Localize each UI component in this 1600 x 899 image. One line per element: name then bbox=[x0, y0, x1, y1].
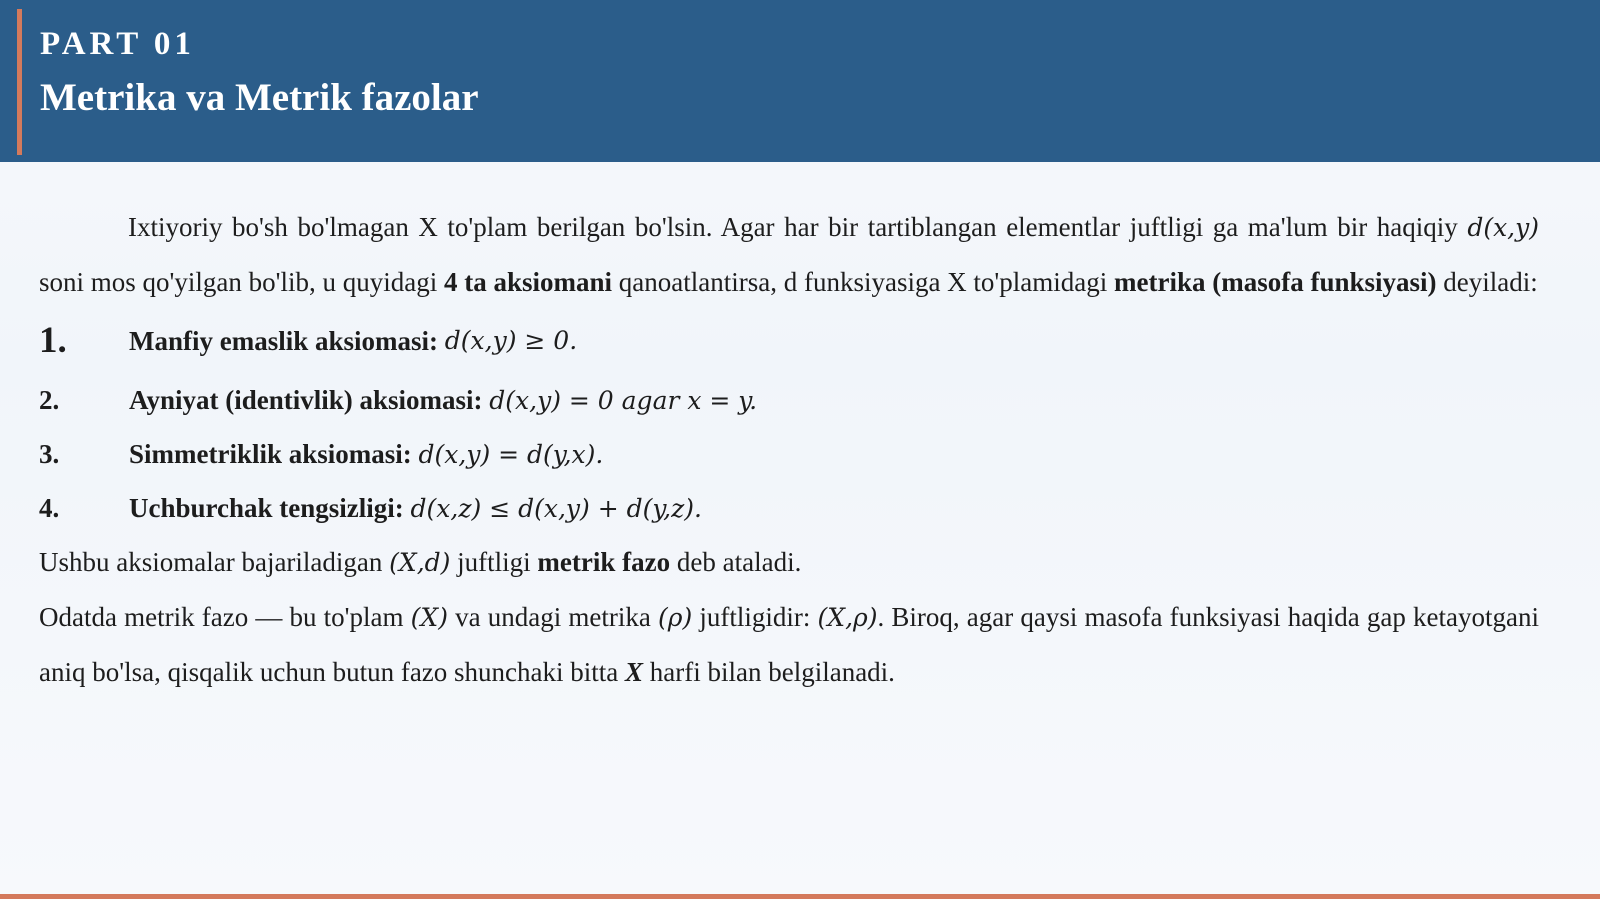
intro-text-3: qanoatlantirsa, d funksiyasiga X to'plamidagi bbox=[612, 267, 1115, 297]
intro-text-4: deyiladi: bbox=[1436, 267, 1538, 297]
slide-content bbox=[39, 200, 1539, 699]
intro-bold-2: metrika (masofa funksiyasi) bbox=[1114, 267, 1437, 297]
axiom-list bbox=[39, 309, 1539, 535]
axiom-number: 2. bbox=[39, 385, 60, 415]
para2-text-2: va undagi metrika bbox=[447, 602, 658, 632]
para2-formula-2: (ρ) bbox=[658, 603, 693, 632]
axiom-name: Simmetriklik aksiomasi: bbox=[129, 439, 412, 469]
para2-text-5: harfi bilan belgilanadi. bbox=[643, 657, 895, 687]
axiom-formula: d(x,y) ≥ 0. bbox=[444, 326, 578, 355]
part-label: PART 01 bbox=[40, 26, 195, 62]
para2-text-1: Odatda metrik fazo — bu to'plam bbox=[39, 602, 411, 632]
para2-formula-1: (X) bbox=[410, 603, 448, 632]
axiom-number: 3. bbox=[39, 439, 60, 469]
axiom-item bbox=[39, 427, 1539, 481]
para1-text-2: juftligi bbox=[450, 547, 538, 577]
bottom-accent-bar bbox=[0, 894, 1600, 899]
axiom-item bbox=[39, 373, 1539, 427]
notation-paragraph bbox=[39, 590, 1539, 699]
metric-space-paragraph bbox=[39, 535, 1539, 590]
axiom-item bbox=[39, 309, 1539, 373]
slide-header bbox=[0, 0, 1600, 162]
axiom-item bbox=[39, 481, 1539, 535]
para1-bold: metrik fazo bbox=[537, 547, 671, 577]
para1-text-3: deb ataladi. bbox=[670, 547, 802, 577]
intro-paragraph bbox=[39, 200, 1539, 309]
slide-title: Metrika va Metrik fazolar bbox=[40, 76, 479, 119]
axiom-name: Ayniyat (identivlik) aksiomasi: bbox=[129, 385, 483, 415]
axiom-formula: d(x,y) = 0 agar x = y. bbox=[489, 386, 758, 415]
axiom-number: 1. bbox=[39, 320, 67, 361]
intro-bold-1: 4 ta aksiomani bbox=[443, 267, 613, 297]
para2-formula-3: (X,ρ) bbox=[817, 603, 878, 632]
para2-text-4: . Biroq, agar qaysi masofa funksiyasi haqida gap ketayotgani aniq bo'lsa, qisqalik uchun butun fazo shunchaki bitta bbox=[39, 602, 1539, 687]
intro-text-2: soni mos qo'yilgan bo'lib, u quyidagi bbox=[39, 267, 444, 297]
axiom-number: 4. bbox=[39, 493, 60, 523]
para2-text-3: juftligidir: bbox=[692, 602, 818, 632]
intro-formula: d(x,y) bbox=[1467, 213, 1539, 242]
axiom-formula: d(x,z) ≤ d(x,y) + d(y,z). bbox=[410, 494, 702, 523]
para1-text-1: Ushbu aksiomalar bajariladigan bbox=[39, 547, 390, 577]
axiom-name: Manfiy emaslik aksiomasi: bbox=[129, 326, 439, 356]
para1-formula: (X,d) bbox=[389, 548, 451, 577]
intro-text-1: Ixtiyoriy bo'sh bo'lmagan X to'plam berilgan bo'lsin. Agar har bir tartiblangan elementlar juftligi ga ma'lum bir haqiqiy bbox=[128, 212, 1468, 242]
header-accent-bar bbox=[17, 9, 22, 155]
axiom-formula: d(x,y) = d(y,x). bbox=[418, 440, 604, 469]
para2-bold: X bbox=[625, 657, 644, 687]
axiom-name: Uchburchak tengsizligi: bbox=[129, 493, 404, 523]
